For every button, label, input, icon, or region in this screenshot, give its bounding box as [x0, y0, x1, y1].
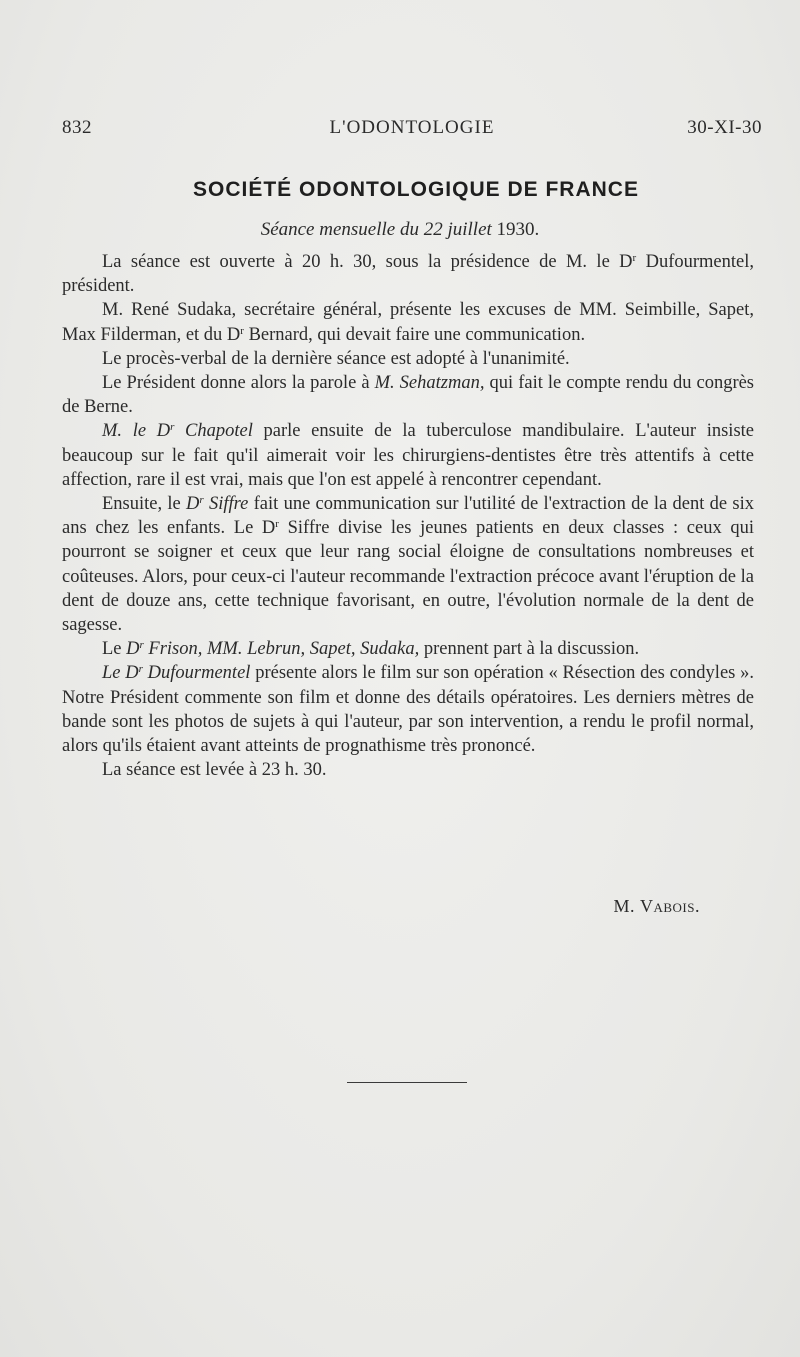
speaker-name: Le D	[102, 663, 139, 684]
text: La séance est ouverte à 20 h. 30, sous la présidence de M. le D	[102, 252, 633, 272]
text: prennent part à la discussion.	[419, 639, 640, 660]
speaker-name: D	[126, 639, 140, 660]
paragraph-minutes: Le procès-verbal de la dernière séance est adopté à l'unanimité.	[102, 348, 570, 369]
text: Dufourmentel, président.	[62, 252, 754, 297]
issue-date: 30-XI-30	[687, 117, 762, 138]
article-title: SOCIÉTÉ ODONTOLOGIQUE DE FRANCE	[193, 178, 639, 201]
text: Bernard, qui devait faire une communication.	[243, 324, 586, 345]
subtitle-text: Séance mensuelle du	[260, 219, 419, 240]
journal-title: L'ODONTOLOGIE	[329, 117, 495, 138]
text: Ensuite, le	[102, 494, 187, 515]
speaker-name: Dufourmentel	[142, 663, 251, 684]
paragraph-chapotel	[62, 419, 754, 492]
text: fait une communication sur l'utilité de l'extraction de la dent de six ans chez les enfants. Le D	[62, 494, 754, 539]
speaker-name: Frison, MM. Lebrun, Sapet, Sudaka,	[143, 639, 420, 660]
speaker-name: M. Sehatzman,	[374, 373, 485, 394]
article-subtitle	[0, 219, 800, 241]
superscript: r	[139, 639, 144, 652]
running-header	[62, 117, 762, 143]
paragraph-excuses	[62, 298, 754, 346]
page-number: 832	[62, 117, 92, 138]
superscript: r	[138, 663, 143, 676]
section-divider	[347, 1082, 467, 1083]
text: présente alors le film sur son opération « Résection des condyles ». Notre Président commente son film et donne des détails opératoires. Les derniers mètres de bande sont les photos de sujets à qui l'auteur, par son intervention, a rendu le profil normal, alors qu'ils étaient avant atteints de prognathisme très prononcé.	[62, 663, 754, 757]
superscript: r	[632, 252, 637, 264]
paragraph-siffre	[62, 492, 754, 637]
paragraph-president	[62, 371, 754, 419]
subtitle-year: 1930.	[496, 219, 540, 240]
paragraph-opening	[62, 250, 754, 298]
paragraph-discussion	[62, 637, 754, 661]
text: qui fait le compte rendu du congrès de Berne.	[62, 373, 755, 418]
speaker-name: M. le D	[102, 421, 171, 442]
text: Siffre divise les jeunes patients en deux classes : ceux qui pourront se soigner et ceux que leur rang social éloigne de consultations nombreuses et coûteuses. Alors, pour ceux-ci l'auteur recommande l'extraction précoce avant l'éruption de la dent de douze ans, cette technique favorisant, en outre, l'évolution normale de la dent de sagesse.	[62, 518, 755, 636]
text: Le Président donne alors la parole à	[102, 373, 375, 394]
signature-name: Vabois.	[639, 896, 700, 916]
superscript: r	[170, 421, 175, 434]
speaker-name: D	[186, 494, 200, 515]
text: M. René Sudaka, secrétaire général, présente les excuses de MM. Seimbille, Sapet, Max Filderman, et du D	[62, 300, 754, 345]
text: Le	[102, 639, 127, 660]
superscript: r	[199, 494, 204, 507]
superscript: r	[240, 324, 244, 337]
superscript: r	[275, 518, 279, 531]
text: parle ensuite de la tuberculose mandibulaire. L'auteur insiste beaucoup sur le fait qu'il aimerait voir les chirurgiens-dentistes être très attentifs à cette affection, rare il est vrai, mais que l'on est appelé à rencontrer cependant.	[62, 421, 754, 490]
signature-initial: M.	[613, 896, 635, 916]
speaker-name: Chapotel	[174, 421, 253, 442]
speaker-name: Siffre	[203, 494, 249, 515]
signature	[613, 896, 700, 917]
article-body	[62, 250, 754, 782]
paragraph-closing: La séance est levée à 23 h. 30.	[102, 760, 327, 781]
subtitle-date: 22 juillet	[423, 219, 492, 240]
paragraph-film	[62, 661, 754, 758]
